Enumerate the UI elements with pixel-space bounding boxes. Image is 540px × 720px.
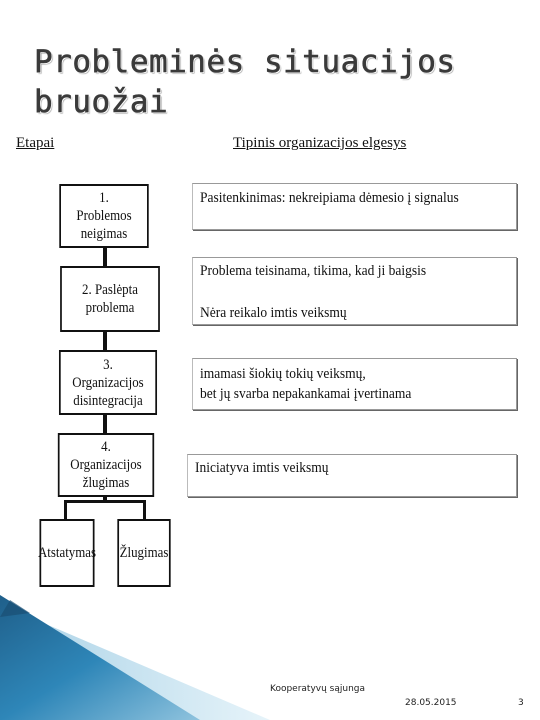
stage-2-line-2: problema: [85, 300, 135, 316]
footer-organization: Kooperatyvų sąjunga: [270, 684, 366, 694]
behavior-2-line-2: Nėra reikalo imtis veiksmų: [200, 305, 347, 321]
column-header-behavior: Tipinis organizacijos elgesys: [233, 135, 407, 151]
footer-date: 28.05.2015: [405, 698, 457, 708]
outcome-restore-label: Atstatymas: [37, 545, 97, 561]
corner-decoration: [0, 595, 270, 720]
stage-box-4: [58, 433, 154, 497]
stage-3-line-3: disintegracija: [73, 392, 143, 409]
column-header-stages: Etapai: [16, 135, 55, 151]
behavior-3-line-1: imamasi šiokių tokių veiksmų,: [200, 366, 366, 382]
slide-title: Probleminės situacijos bruožai: [34, 44, 456, 120]
connector-2-3: [103, 331, 107, 351]
outcome-box-collapse: [117, 519, 170, 587]
outcome-box-restore: [37, 519, 97, 587]
stage-1-line-3: neigimas: [80, 226, 128, 242]
stage-4-line-1: 4.: [101, 439, 111, 455]
connector-branch-left: [64, 500, 67, 520]
stage-4-line-3: žlugimas: [82, 475, 130, 491]
behavior-box-2: [192, 257, 517, 325]
behavior-box-1: [192, 183, 517, 230]
stage-1-line-1: 1.: [99, 190, 109, 206]
behavior-2-line-1: Problema teisinama, tikima, kad ji baigsis: [200, 263, 427, 279]
behavior-box-4: [187, 454, 517, 497]
behavior-4-line-1: Iniciatyva imtis veiksmų: [195, 460, 329, 476]
stage-box-2: [60, 266, 160, 332]
stage-4-line-2: Organizacijos: [70, 457, 142, 473]
stage-box-3: [59, 350, 157, 415]
connector-3-4: [103, 414, 107, 434]
stage-1-line-2: Problemos: [76, 208, 132, 224]
outcome-collapse-label: Žlugimas: [119, 545, 169, 561]
stage-box-1: [59, 184, 148, 248]
connector-1-2: [103, 247, 107, 267]
stage-3-line-1: 3.: [103, 356, 113, 373]
footer-page-number: 3: [518, 698, 524, 708]
stage-2-line-1: 2. Paslėpta: [82, 282, 138, 298]
connector-branch-horizontal: [64, 500, 146, 503]
behavior-3-line-2: bet jų svarba nepakankamai įvertinama: [200, 386, 412, 402]
stage-3-line-2: Organizacijos: [72, 374, 144, 391]
behavior-1-line-1: Pasitenkinimas: nekreipiama dėmesio į signalus: [200, 190, 459, 206]
connector-branch-right: [143, 500, 146, 520]
behavior-box-3: [192, 358, 517, 410]
